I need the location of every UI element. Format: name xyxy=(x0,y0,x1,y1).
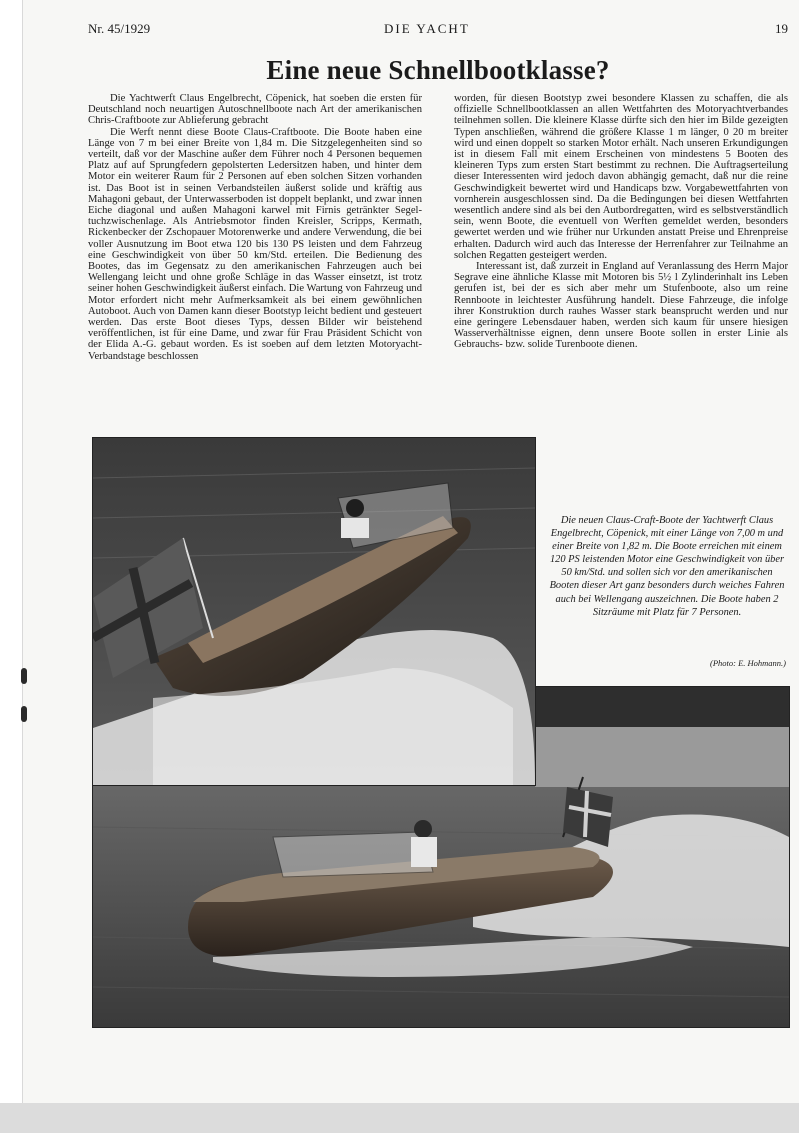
article-column-left xyxy=(88,93,422,362)
punch-hole-mark xyxy=(21,706,27,722)
paragraph: Die Yachtwerft Claus Engelbrecht, Cöpenick, hat soeben die ersten für Deutschland noch neuartigen Autoschnellboote nach Art der amerikanischen Chris-Craftboote zur Ablieferung gebracht xyxy=(88,93,422,127)
paragraph: worden, für diesen Bootstyp zwei besondere Klassen zu schaffen, die als offizielle Schnellbootklassen an allen Wettfahrten des Motoryachtverbandes teilnehmen sollen. Die kleinere Klasse dürfte sich den hier im Bilde gezeigten Typen anschließen, während die größere Klasse 1 m länger, 0 20 m breiter wird und einen doppelt so starken Motor erhält. Nach unseren Erkundigungen ist in diesem Fall mit einem Erscheinen von mindestens 5 Booten des kleineren Typs zum ersten Start bestimmt zu rechnen. Die Auftragserteilung dieser Interessenten wird jedoch davon abhängig gemacht, daß nur die reine Geschwindigkeit bewertet wird und Handicaps bzw. Vorgabewettfahrten von vornherein ausgeschlossen sind. Da die Bedingungen bei diesen Wettfahrten wesentlich andere sind als bei den Autbordregatten, wird es selbstverständlich sein, wenn Boote, die eventuell von Werften gemeldet werden, besonders gewertet werden und wie früher nur Urkunden anstatt Preise und Ehrenpreise erhalten. Dadurch wird auch das Interesse der Herrenfahrer zur Teilnahme an solchen Regatten gesteigert werden. xyxy=(454,93,788,261)
page-header xyxy=(88,21,788,41)
scan-bottom-edge xyxy=(0,1103,799,1133)
issue-number: Nr. 45/1929 xyxy=(88,21,151,36)
boat-photo-action xyxy=(92,437,536,786)
article-column-right xyxy=(454,93,788,351)
article-title: Eine neue Schnellbootklasse? xyxy=(266,55,610,85)
paragraph: Die Werft nennt diese Boote Claus-Craftboote. Die Boote haben eine Länge von 7 m bei einer Breite von 1,84 m. Die Sitzgelegenheiten sind so verteilt, daß vor der Maschine außer dem Führer noch 4 Personen bequemen Platz auf auf Sprungfedern gepolsterten Ledersitzen haben, und hinter dem Motor ein weiterer Raum für 2 Personen auf eben solchen Sitzen vorhanden ist. Das Boot ist in seinen Verbandsteilen äußerst solide und kräftig aus Mahagoni gebaut, der Unterwasserboden ist doppelt beplankt, und zwar innen Eiche diagonal und außen Mahagoni karwel mit Firnis getränkter Segeltuchzwischenlage. Als Antriebsmotor finden Kreisler, Scripps, Kermath, Rickenbecker der Zschopauer Motorenwerke und andere Verwendung, die bei voller Ausnutzung im Boot etwa 120 bis 130 PS leisten und dem Fahrzeug eine Geschwindigkeit von über 50 km/Std. erteilen. Die Bedienung des Bootes, das im Gegensatz zu den amerikanischen Fahrzeugen auch bei Wellengang leicht und ohne große Schläge in das Wasser einsetzt, ist trotz seiner hohen Geschwindigkeit äußerst einfach. Die Wartung von Fahrzeug und Motor erfordert nicht mehr Aufmerksamkeit als bei einem gewöhnlichen Autoboot. Auch von Damen kann dieser Bootstyp leicht bedient und gesteuert werden. Das erste Boot dieses Typs, dessen Bilder wir beistehend veröffentlichen, ist für eine Dame, und zwar für Frau Präsident Schicht von der Elida A.-G. gebaut worden. Es ist soeben auf dem letzten Motoryacht-Verbandstage beschlossen xyxy=(88,126,422,362)
photo-caption: Die neuen Claus-Craft-Boote der Yachtwerft Claus Engelbrecht, Cöpenick, mit einer Länge von 7,00 m und einer Breite von 1,82 m. Die Boote erreichen mit einem 120 PS leistenden Motor eine Geschwindigkeit von über 50 km/Std. und sollen sich vor den amerikanischen Booten dieser Art ganz besonders durch weiches Fahren auch bei Wellengang auszeichnen. Die Boote haben 2 Sitzräume mit Platz für 7 Personen. xyxy=(549,515,785,618)
paragraph: Interessant ist, daß zurzeit in England auf Veranlassung des Herrn Major Segrave eine ähnliche Klasse mit Motoren bis 5½ l Zylinderinhalt ins Leben gerufen ist, bei der es sich aber mehr um Stufenboote, also um reine Rennboote in leichtester Ausführung handelt. Diese Fahrzeuge, die infolge ihrer Konstruktion durch rauhes Wasser stark beansprucht werden und nur eine geringere Lebensdauer haben, werden sich kaum für unsere hiesigen Wasserverhältnisse eignen, denn unsere Boote sollen in erster Linie als Gebrauchs- bzw. solide Turenboote dienen. xyxy=(454,261,788,351)
punch-hole-mark xyxy=(21,668,27,684)
photo-credit: (Photo: E. Hohmann.) xyxy=(709,658,786,668)
page-number: 19 xyxy=(775,21,788,36)
magazine-name: DIE YACHT xyxy=(384,21,470,36)
